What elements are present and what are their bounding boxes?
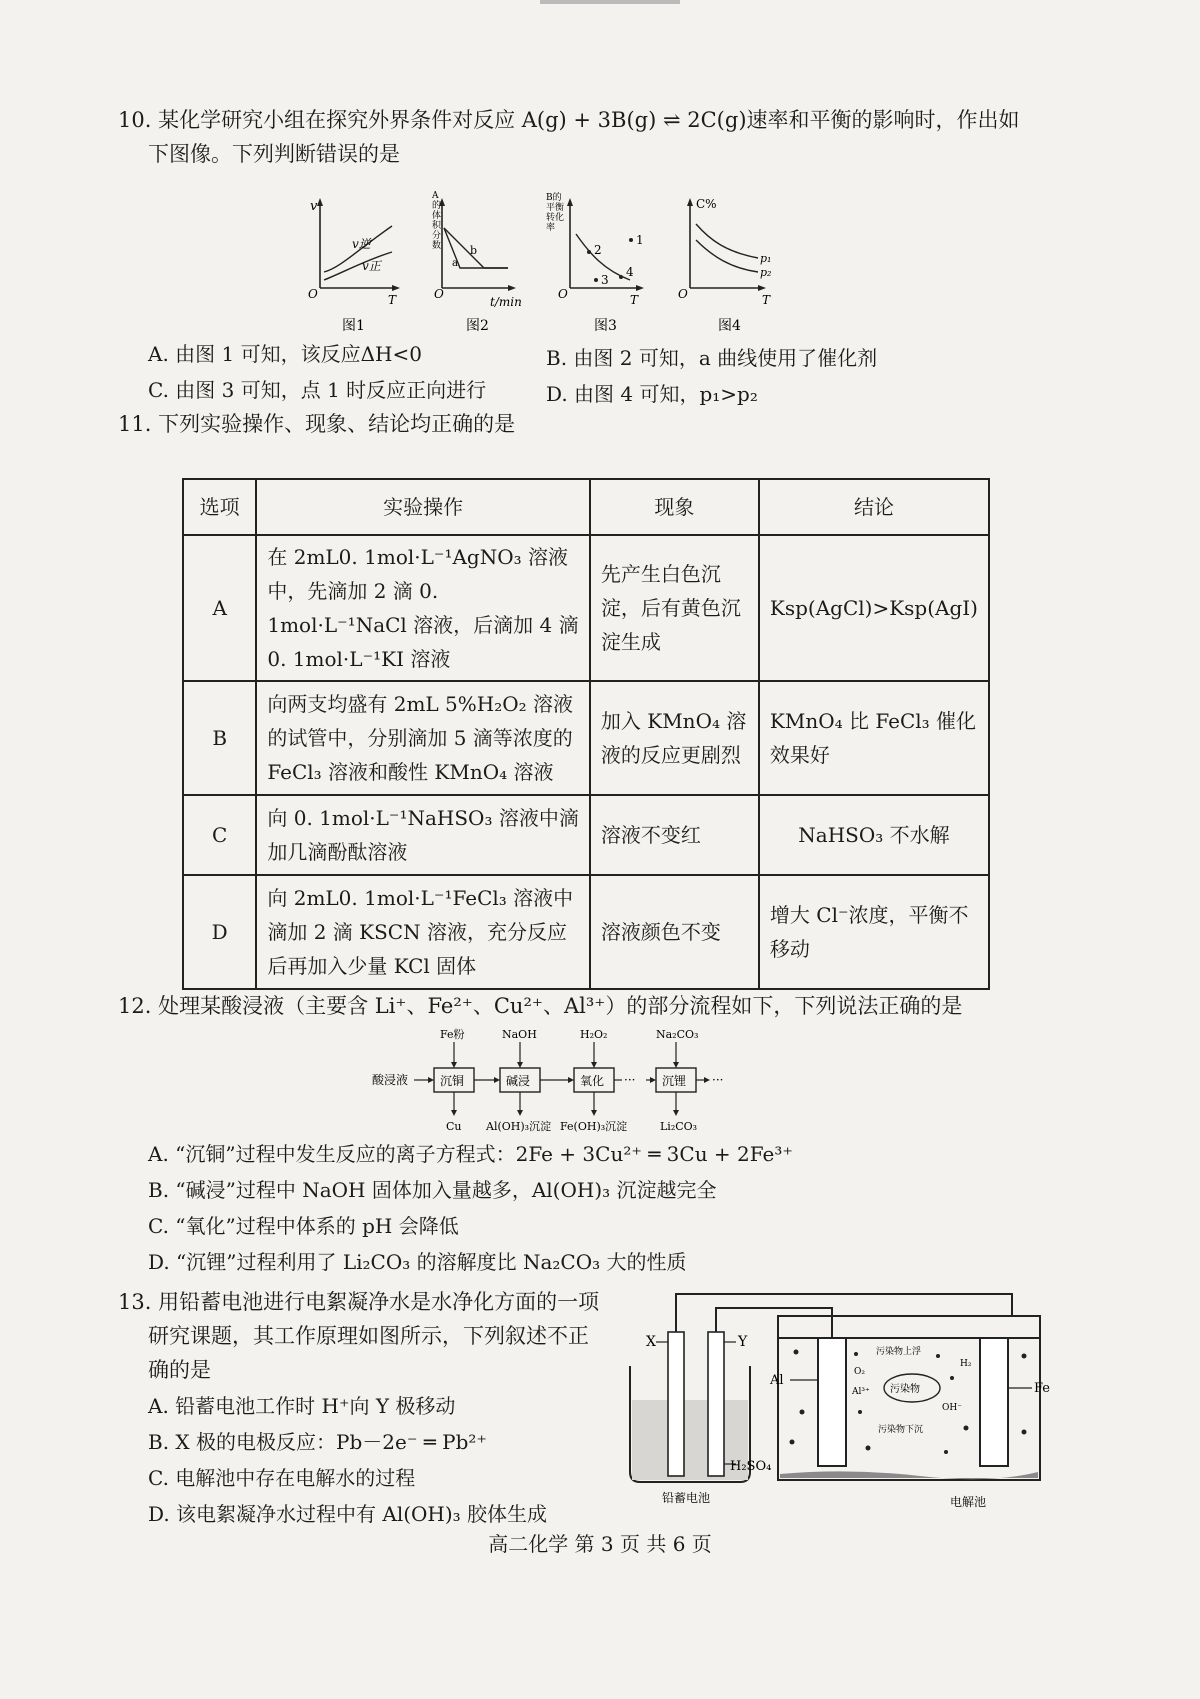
fig2-caption: 图2 (466, 318, 489, 334)
label-float: 污染物上浮 (876, 1347, 922, 1357)
q10-option-b[interactable]: B. 由图 2 可知，a 曲线使用了催化剂 (546, 346, 878, 370)
fig4-graph (678, 197, 771, 307)
flow-product-1: Cu (446, 1120, 462, 1133)
q13-stem-line2: 研究课题，其工作原理如图所示，下列叙述不正 (148, 1324, 589, 1348)
flow-step-1-label: 沉铜 (440, 1074, 465, 1088)
fig4-p2-label: p₂ (760, 266, 772, 279)
fig2-graph (431, 191, 522, 309)
table-header-row (183, 479, 989, 535)
fig3-label-2: 2 (594, 243, 602, 257)
fig2-xlabel: t/min (490, 295, 522, 309)
fig3-graph (546, 191, 644, 307)
wire-x-fe (676, 1294, 1012, 1332)
fig1-curve-2 (324, 252, 392, 280)
fig2-origin: O (434, 287, 444, 301)
q13-stem-line3: 确的是 (148, 1358, 211, 1382)
table-row (183, 875, 989, 989)
q10-option-d[interactable]: D. 由图 4 可知，p₁>p₂ (546, 382, 758, 406)
flow-step-2-label: 碱浸 (506, 1074, 531, 1088)
fig3-point-2 (587, 250, 591, 254)
q13-option-b[interactable]: B. X 极的电极反应：Pb－2e⁻ ═ Pb²⁺ (148, 1430, 487, 1454)
fig3-point-1 (629, 238, 633, 242)
label-h2so4: H₂SO₄ (730, 1459, 772, 1474)
flow-reagent-3: H₂O₂ (580, 1028, 608, 1041)
flow-reagent-1: Fe粉 (440, 1028, 465, 1041)
label-x: X (646, 1334, 656, 1350)
q11-table (182, 478, 990, 990)
row-c-operation: 向 0. 1mol·L⁻¹NaHSO₃ 溶液中滴加几滴酚酞溶液 (256, 795, 590, 875)
label-al3: Al³⁺ (852, 1387, 870, 1397)
header-operation: 实验操作 (256, 479, 590, 535)
fig3-label-1: 1 (636, 233, 644, 247)
q10-option-a[interactable]: A. 由图 1 可知，该反应ΔH<0 (148, 342, 422, 366)
fig3-point-4 (619, 275, 623, 279)
row-b-option: B (183, 681, 256, 795)
row-d-conclusion: 增大 Cl⁻浓度，平衡不移动 (759, 875, 989, 989)
row-c-conclusion: NaHSO₃ 不水解 (759, 795, 989, 875)
page-footer: 高二化学 第 3 页 共 6 页 (488, 1532, 712, 1556)
row-b-phenomenon: 加入 KMnO₄ 溶液的反应更剧烈 (590, 681, 759, 795)
q12-option-b[interactable]: B. “碱浸”过程中 NaOH 固体加入量越多，Al(OH)₃ 沉淀越完全 (148, 1178, 717, 1202)
table-row (183, 795, 989, 875)
flow-dots: ··· (624, 1073, 636, 1087)
label-o2: O₂ (854, 1367, 865, 1377)
q12-option-c[interactable]: C. “氧化”过程中体系的 pH 会降低 (148, 1214, 459, 1238)
label-al: Al (770, 1373, 784, 1388)
fig1-xlabel: T (388, 293, 397, 307)
fig2-ylabel: A 的体积分数 (432, 191, 442, 251)
row-a-conclusion: Ksp(AgCl)>Ksp(AgI) (759, 535, 989, 681)
fig4-curve-p1 (696, 224, 758, 258)
row-d-option: D (183, 875, 256, 989)
electrode-y (708, 1332, 724, 1476)
fig4-p1-label: p₁ (760, 252, 772, 265)
q13-diagram (620, 1282, 1050, 1514)
label-oh: OH⁻ (942, 1403, 962, 1413)
flow-product-4: Li₂CO₃ (660, 1120, 698, 1133)
fig3-label-4: 4 (626, 265, 634, 279)
fig4-xlabel: T (762, 293, 771, 307)
fig2-a-label: a (452, 258, 458, 269)
q13-option-a[interactable]: A. 铅蓄电池工作时 H⁺向 Y 极移动 (148, 1394, 456, 1418)
label-cell: 电解池 (950, 1495, 987, 1509)
scan-mark (540, 0, 680, 4)
table-row (183, 681, 989, 795)
fig1-curve2-label: v正 (362, 259, 381, 273)
table-row (183, 535, 989, 681)
fig1-origin: O (308, 287, 318, 301)
fig4-ylabel: C% (696, 197, 717, 211)
flow-end-dots: ··· (712, 1073, 724, 1087)
electrode-x (668, 1332, 684, 1476)
header-phenomenon: 现象 (590, 479, 759, 535)
label-y: Y (738, 1334, 748, 1350)
flow-step-3-label: 氧化 (580, 1074, 605, 1088)
fig4-origin: O (678, 287, 688, 301)
fig3-point-3 (594, 278, 598, 282)
q11-stem: 11. 下列实验操作、现象、结论均正确的是 (118, 412, 516, 436)
q12-stem: 12. 处理某酸浸液（主要含 Li⁺、Fe²⁺、Cu²⁺、Al³⁺）的部分流程如下，下列说法正确的是 (118, 994, 963, 1018)
row-d-operation: 向 2mL0. 1mol·L⁻¹FeCl₃ 溶液中滴加 2 滴 KSCN 溶液，充分反应后再加入少量 KCl 固体 (256, 875, 590, 989)
q13-stem-line1: 13. 用铅蓄电池进行电絮凝净水是水净化方面的一项 (118, 1290, 600, 1314)
q12-option-a[interactable]: A. “沉铜”过程中发生反应的离子方程式：2Fe + 3Cu²⁺ ═ 3Cu + 2Fe³⁺ (148, 1142, 793, 1166)
row-a-phenomenon: 先产生白色沉淀，后有黄色沉淀生成 (590, 535, 759, 681)
row-c-phenomenon: 溶液不变红 (590, 795, 759, 875)
q12-option-d[interactable]: D. “沉锂”过程利用了 Li₂CO₃ 的溶解度比 Na₂CO₃ 大的性质 (148, 1250, 687, 1274)
fig1-graph (308, 198, 400, 307)
label-fe: Fe (1034, 1381, 1050, 1396)
q13-option-c[interactable]: C. 电解池中存在电解水的过程 (148, 1466, 416, 1490)
flow-step-4-label: 沉锂 (662, 1074, 687, 1088)
fig3-ylabel: B的平衡转化率 (546, 193, 565, 233)
q12-flowchart (370, 1026, 790, 1136)
flow-product-2: Al(OH)₃沉淀 (486, 1120, 552, 1133)
fig4-caption: 图4 (718, 318, 741, 334)
row-a-option: A (183, 535, 256, 681)
wire-y-al (716, 1308, 832, 1338)
flow-product-3: Fe(OH)₃沉淀 (560, 1120, 628, 1133)
row-b-operation: 向两支均盛有 2mL 5%H₂O₂ 溶液的试管中，分别滴加 5 滴等浓度的 FeCl₃ 溶液和酸性 KMnO₄ 溶液 (256, 681, 590, 795)
header-option: 选项 (183, 479, 256, 535)
fig3-origin: O (558, 287, 568, 301)
fig1-curve1-label: v逆 (352, 237, 371, 251)
electrode-fe (980, 1338, 1008, 1466)
fig1-caption: 图1 (342, 318, 365, 334)
row-c-option: C (183, 795, 256, 875)
flow-reagent-2: NaOH (502, 1028, 537, 1041)
row-b-conclusion: KMnO₄ 比 FeCl₃ 催化效果好 (759, 681, 989, 795)
label-sink: 污染物下沉 (878, 1425, 924, 1435)
q10-option-c[interactable]: C. 由图 3 可知，点 1 时反应正向进行 (148, 378, 487, 402)
fig1-ylabel: v (310, 199, 318, 214)
cell-sediment (780, 1471, 1038, 1479)
fig2-b-label: b (470, 244, 478, 257)
row-a-operation: 在 2mL0. 1mol·L⁻¹AgNO₃ 溶液中，先滴加 2 滴 0. 1mol·L⁻¹NaCl 溶液，后滴加 4 滴 0. 1mol·L⁻¹KI 溶液 (256, 535, 590, 681)
header-conclusion: 结论 (759, 479, 989, 535)
fig3-caption: 图3 (594, 318, 617, 334)
fig3-label-3: 3 (601, 273, 609, 287)
fig3-xlabel: T (630, 293, 639, 307)
electrode-al (818, 1338, 846, 1466)
label-pollutant: 污染物 (890, 1384, 920, 1395)
row-d-phenomenon: 溶液颜色不变 (590, 875, 759, 989)
q10-stem-line1: 10. 某化学研究小组在探究外界条件对反应 A(g) + 3B(g) ⇌ 2C(g)速率和平衡的影响时，作出如 (118, 108, 1020, 132)
q13-option-d[interactable]: D. 该电絮凝净水过程中有 Al(OH)₃ 胶体生成 (148, 1502, 548, 1526)
flow-start: 酸浸液 (372, 1073, 409, 1087)
flow-reagent-4: Na₂CO₃ (656, 1028, 699, 1041)
q10-figures (300, 188, 800, 338)
label-h2: H₂ (960, 1359, 972, 1369)
cell-lid (778, 1316, 1040, 1338)
label-battery: 铅蓄电池 (662, 1491, 711, 1505)
q10-stem-line2: 下图像。下列判断错误的是 (148, 142, 400, 166)
